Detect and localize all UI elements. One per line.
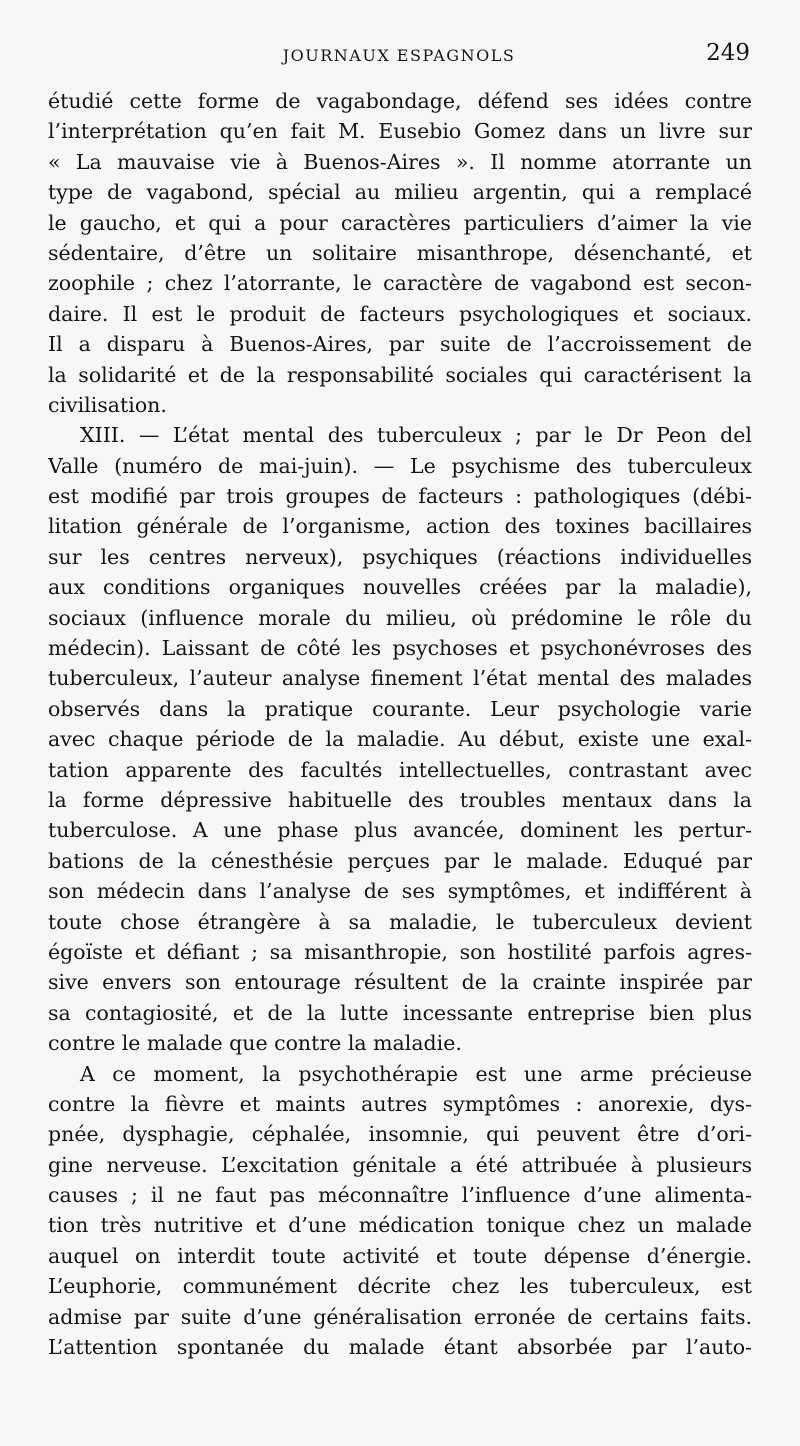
text-line: gine nerveuse. L’excitation génitale a été attribuée à plusieurs [48, 1152, 752, 1177]
paragraph-start-line: A ce moment, la psychothérapie est une arme précieuse [80, 1061, 752, 1086]
text-line: sa contagiosité, et de la lutte incessante entreprise bien plus [48, 1000, 752, 1025]
text-line: le gaucho, et qui a pour caractères particuliers d’aimer la vie [48, 210, 752, 235]
text-line: « La mauvaise vie à Buenos-Aires ». Il nomme atorrante un [48, 149, 752, 174]
text-line: Valle (numéro de mai-juin). — Le psychisme des tuberculeux [48, 453, 752, 478]
text-line: égoïste et défiant ; sa misanthropie, son hostilité parfois agres- [48, 939, 752, 964]
text-line: contre le malade que contre la maladie. [48, 1031, 462, 1056]
text-line: observés dans la pratique courante. Leur psychologie varie [48, 696, 752, 721]
text-line: médecin). Laissant de côté les psychoses et psychonévroses des [48, 636, 752, 661]
text-line: tuberculeux, l’auteur analyse finement l’état mental des malades [48, 666, 752, 691]
text-line: la forme dépressive habituelle des troubles mentaux dans la [48, 787, 752, 812]
text-line: sur les centres nerveux), psychiques (réactions individuelles [48, 544, 752, 569]
text-line: litation générale de l’organisme, action des toxines bacillaires [48, 514, 752, 539]
text-line: toute chose étrangère à sa maladie, le tuberculeux devient [48, 909, 752, 934]
text-line: avec chaque période de la maladie. Au début, existe une exal- [48, 727, 752, 752]
text-line: étudié cette forme de vagabondage, défend ses idées contre [48, 89, 752, 113]
text-line: Il a disparu à Buenos-Aires, par suite de l’accroissement de [48, 332, 752, 357]
text-line: sive envers son entourage résultent de la crainte inspirée par [48, 970, 752, 995]
text-line: L’euphorie, communément décrite chez les tuberculeux, est [48, 1274, 752, 1299]
page-number: 249 [706, 40, 750, 66]
text-line: sédentaire, d’être un solitaire misanthrope, désenchanté, et [48, 240, 752, 265]
text-line: type de vagabond, spécial au milieu argentin, qui a remplacé [48, 180, 752, 205]
text-line: causes ; il ne faut pas méconnaître l’influence d’une alimenta- [48, 1183, 752, 1208]
body-text [48, 86, 752, 1362]
text-line: daire. Il est le produit de facteurs psychologiques et sociaux. [48, 301, 752, 326]
running-title: JOURNAUX ESPAGNOLS [282, 46, 516, 65]
text-line: tion très nutritive et d’une médication tonique chez un malade [48, 1213, 752, 1238]
text-line: auquel on interdit toute activité et toute dépense d’énergie. [48, 1243, 752, 1268]
page-header [48, 40, 750, 70]
text-line: l’interprétation qu’en fait M. Eusebio Gomez dans un livre sur [48, 119, 752, 144]
text-line: zoophile ; chez l’atorrante, le caractère de vagabond est secon- [48, 271, 752, 296]
text-line: son médecin dans l’analyse de ses symptômes, et indifférent à [48, 879, 752, 904]
text-line: L’attention spontanée du malade étant absorbée par l’auto- [48, 1335, 752, 1360]
text-line: admise par suite d’une généralisation erronée de certains faits. [48, 1304, 752, 1329]
text-line: est modifié par trois groupes de facteurs : pathologiques (débi- [48, 484, 752, 509]
section-heading-line: XIII. — L’état mental des tuberculeux ; par le Dr Peon del [80, 423, 752, 448]
text-line: civilisation. [48, 392, 167, 417]
text-line: contre la fièvre et maints autres symptômes : anorexie, dys- [48, 1091, 752, 1116]
text-line: pnée, dysphagie, céphalée, insomnie, qui peuvent être d’ori- [48, 1122, 752, 1147]
text-line: la solidarité et de la responsabilité sociales qui caractérisent la [48, 362, 752, 387]
text-line: sociaux (influence morale du milieu, où prédomine le rôle du [48, 605, 752, 630]
text-line: aux conditions organiques nouvelles créées par la maladie), [48, 575, 752, 600]
text-line: bations de la cénesthésie perçues par le malade. Eduqué par [48, 848, 752, 873]
text-line: tation apparente des facultés intellectuelles, contrastant avec [48, 757, 752, 782]
text-line: tuberculose. A une phase plus avancée, dominent les pertur- [48, 818, 752, 843]
